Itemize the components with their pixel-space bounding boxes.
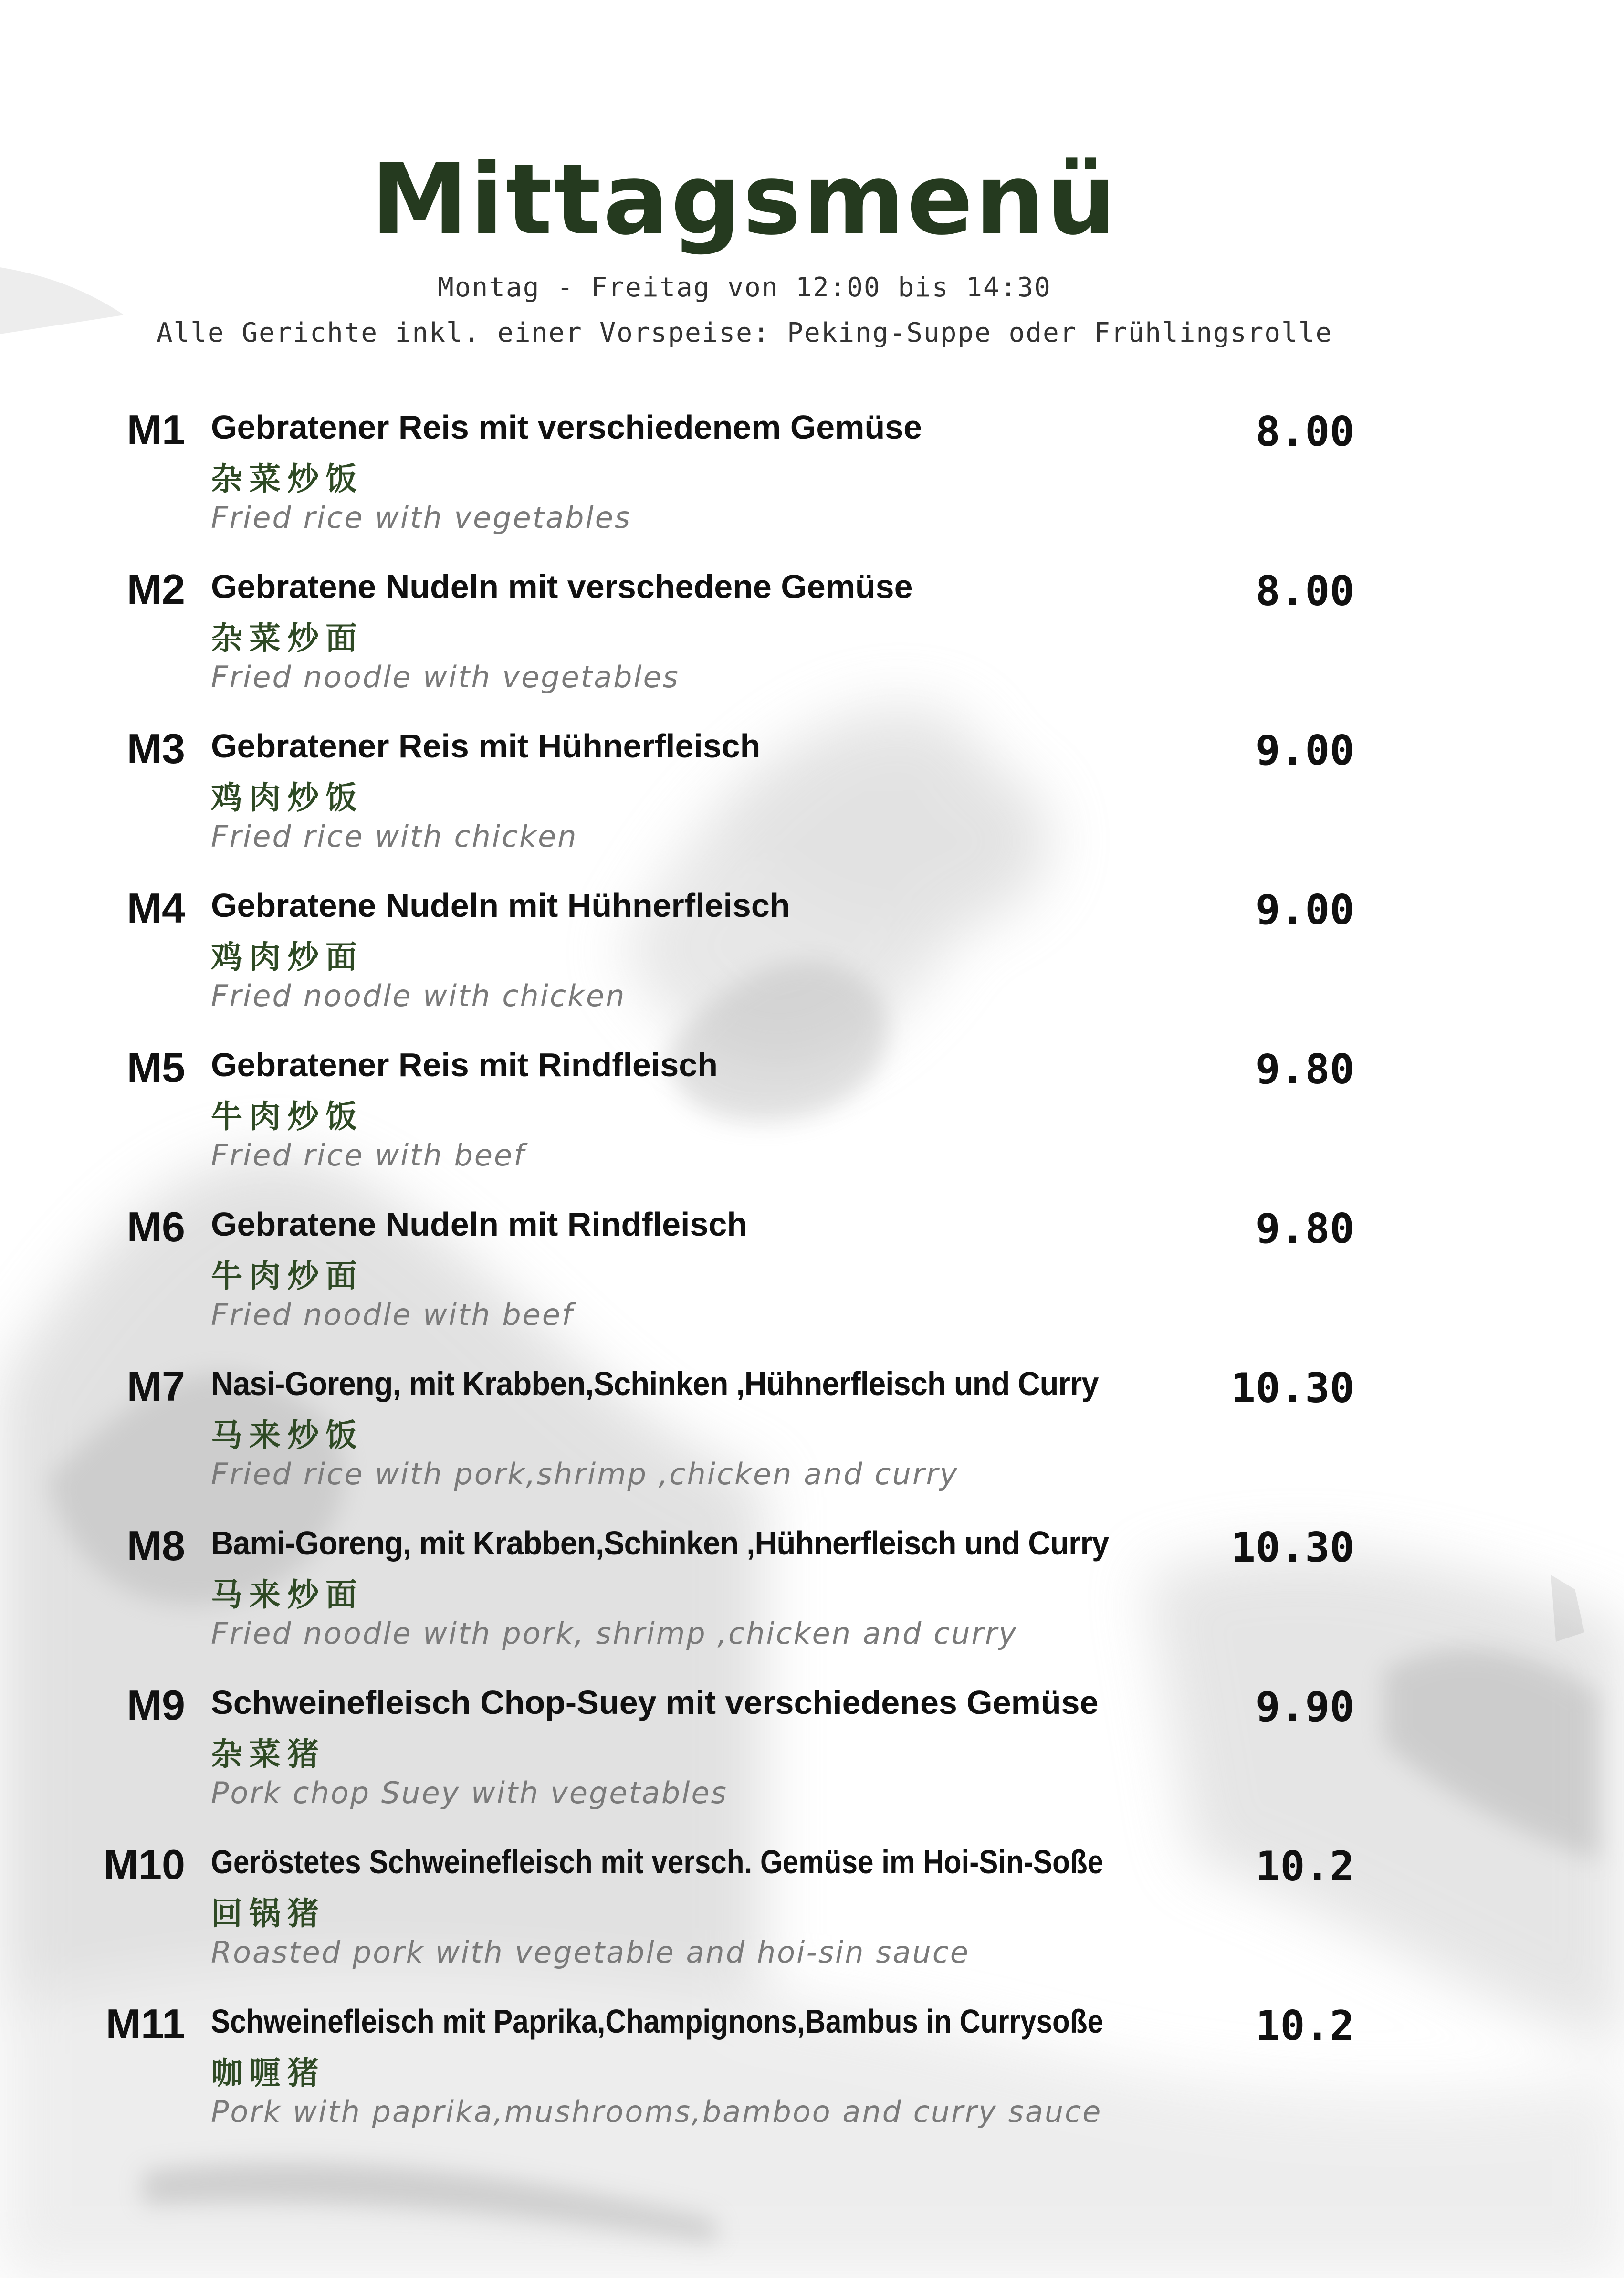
item-price: 9.90 <box>1255 1683 1354 1731</box>
item-name-english: Fried noodle with chicken <box>211 978 626 1013</box>
item-name-english: Pork with paprika,mushrooms,bamboo and curry sauce <box>211 2094 1102 2129</box>
item-code: M6 <box>126 1203 185 1250</box>
item-code: M8 <box>126 1522 185 1569</box>
opening-hours: Montag - Freitag von 12:00 bis 14:30 <box>438 272 1051 303</box>
starter-note: Alle Gerichte inkl. einer Vorspeise: Peking-Suppe oder Frühlingsrolle <box>156 317 1333 348</box>
item-name-english: Fried noodle with pork, shrimp ,chicken and curry <box>211 1616 1018 1651</box>
item-name-chinese: 鸡肉炒饭 <box>211 779 364 816</box>
item-name-german: Gebratener Reis mit Hühnerfleisch <box>211 727 761 765</box>
item-name-chinese: 牛肉炒饭 <box>211 1098 364 1135</box>
item-name-german: Schweinefleisch Chop-Suey mit verschiedenes Gemüse <box>211 1684 1099 1721</box>
item-name-german: Gebratene Nudeln mit Hühnerfleisch <box>211 887 790 924</box>
item-price: 10.2 <box>1255 2002 1354 2050</box>
item-name-chinese: 马来炒饭 <box>211 1417 364 1454</box>
item-name-chinese: 牛肉炒面 <box>211 1257 364 1294</box>
menu-item <box>0 406 1624 563</box>
item-price: 10.2 <box>1255 1843 1354 1890</box>
item-name-german: Schweinefleisch mit Paprika,Champignons,Bambus in Currysoße <box>211 2003 1104 2040</box>
item-name-chinese: 马来炒面 <box>211 1576 364 1613</box>
item-name-english: Roasted pork with vegetable and hoi-sin sauce <box>211 1935 970 1970</box>
item-name-english: Fried noodle with beef <box>211 1297 574 1332</box>
item-name-german: Gebratener Reis mit Rindfleisch <box>211 1046 718 1083</box>
item-name-german: Gebratener Reis mit verschiedenem Gemüse <box>211 409 922 446</box>
menu-item <box>0 565 1624 723</box>
menu-item <box>0 1522 1624 1679</box>
item-name-english: Fried rice with beef <box>211 1138 525 1173</box>
menu-item <box>0 884 1624 1041</box>
item-name-english: Fried noodle with vegetables <box>211 660 680 694</box>
item-code: M3 <box>126 725 185 772</box>
item-name-chinese: 杂菜炒面 <box>211 619 364 657</box>
item-code: M5 <box>126 1044 185 1091</box>
menu-item <box>0 1043 1624 1201</box>
item-code: M10 <box>103 1841 185 1888</box>
item-price: 9.80 <box>1255 1205 1354 1253</box>
item-name-german: Gebratene Nudeln mit Rindfleisch <box>211 1206 748 1243</box>
menu-item <box>0 1203 1624 1360</box>
item-name-chinese: 鸡肉炒面 <box>211 938 364 976</box>
menu-item <box>0 724 1624 882</box>
item-price: 10.30 <box>1231 1524 1354 1572</box>
menu-item <box>0 1681 1624 1838</box>
item-code: M1 <box>126 406 185 453</box>
item-name-german: Bami-Goreng, mit Krabben,Schinken ,Hühnerfleisch und Curry <box>211 1524 1109 1562</box>
item-price: 10.30 <box>1231 1365 1354 1412</box>
item-name-chinese: 杂菜炒饭 <box>211 460 364 497</box>
item-name-german: Geröstetes Schweinefleisch mit versch. Gemüse im Hoi-Sin-Soße <box>211 1843 1104 1880</box>
item-name-english: Pork chop Suey with vegetables <box>211 1775 728 1810</box>
menu-item <box>0 1840 1624 1998</box>
item-code: M7 <box>126 1363 185 1410</box>
item-name-chinese: 回锅猪 <box>211 1895 325 1932</box>
item-name-german: Gebratene Nudeln mit verschedene Gemüse <box>211 568 913 605</box>
item-name-chinese: 咖喱猪 <box>211 2054 325 2091</box>
item-price: 9.80 <box>1255 1046 1354 1093</box>
page-title: Mittagsmenü <box>371 143 1118 257</box>
menu-item <box>0 1362 1624 1520</box>
item-name-english: Fried rice with chicken <box>211 819 578 854</box>
menu-item <box>0 2000 1624 2157</box>
item-code: M2 <box>126 566 185 613</box>
item-price: 9.00 <box>1255 886 1354 934</box>
item-name-english: Fried rice with vegetables <box>211 500 632 535</box>
item-code: M4 <box>126 884 185 932</box>
item-price: 8.00 <box>1255 567 1354 615</box>
item-name-english: Fried rice with pork,shrimp ,chicken and curry <box>211 1457 959 1491</box>
item-code: M9 <box>126 1681 185 1729</box>
item-name-german: Nasi-Goreng, mit Krabben,Schinken ,Hühnerfleisch und Curry <box>211 1365 1099 1402</box>
item-price: 9.00 <box>1255 727 1354 775</box>
item-price: 8.00 <box>1255 408 1354 456</box>
item-code: M11 <box>105 2000 185 2047</box>
item-name-chinese: 杂菜猪 <box>211 1735 325 1773</box>
